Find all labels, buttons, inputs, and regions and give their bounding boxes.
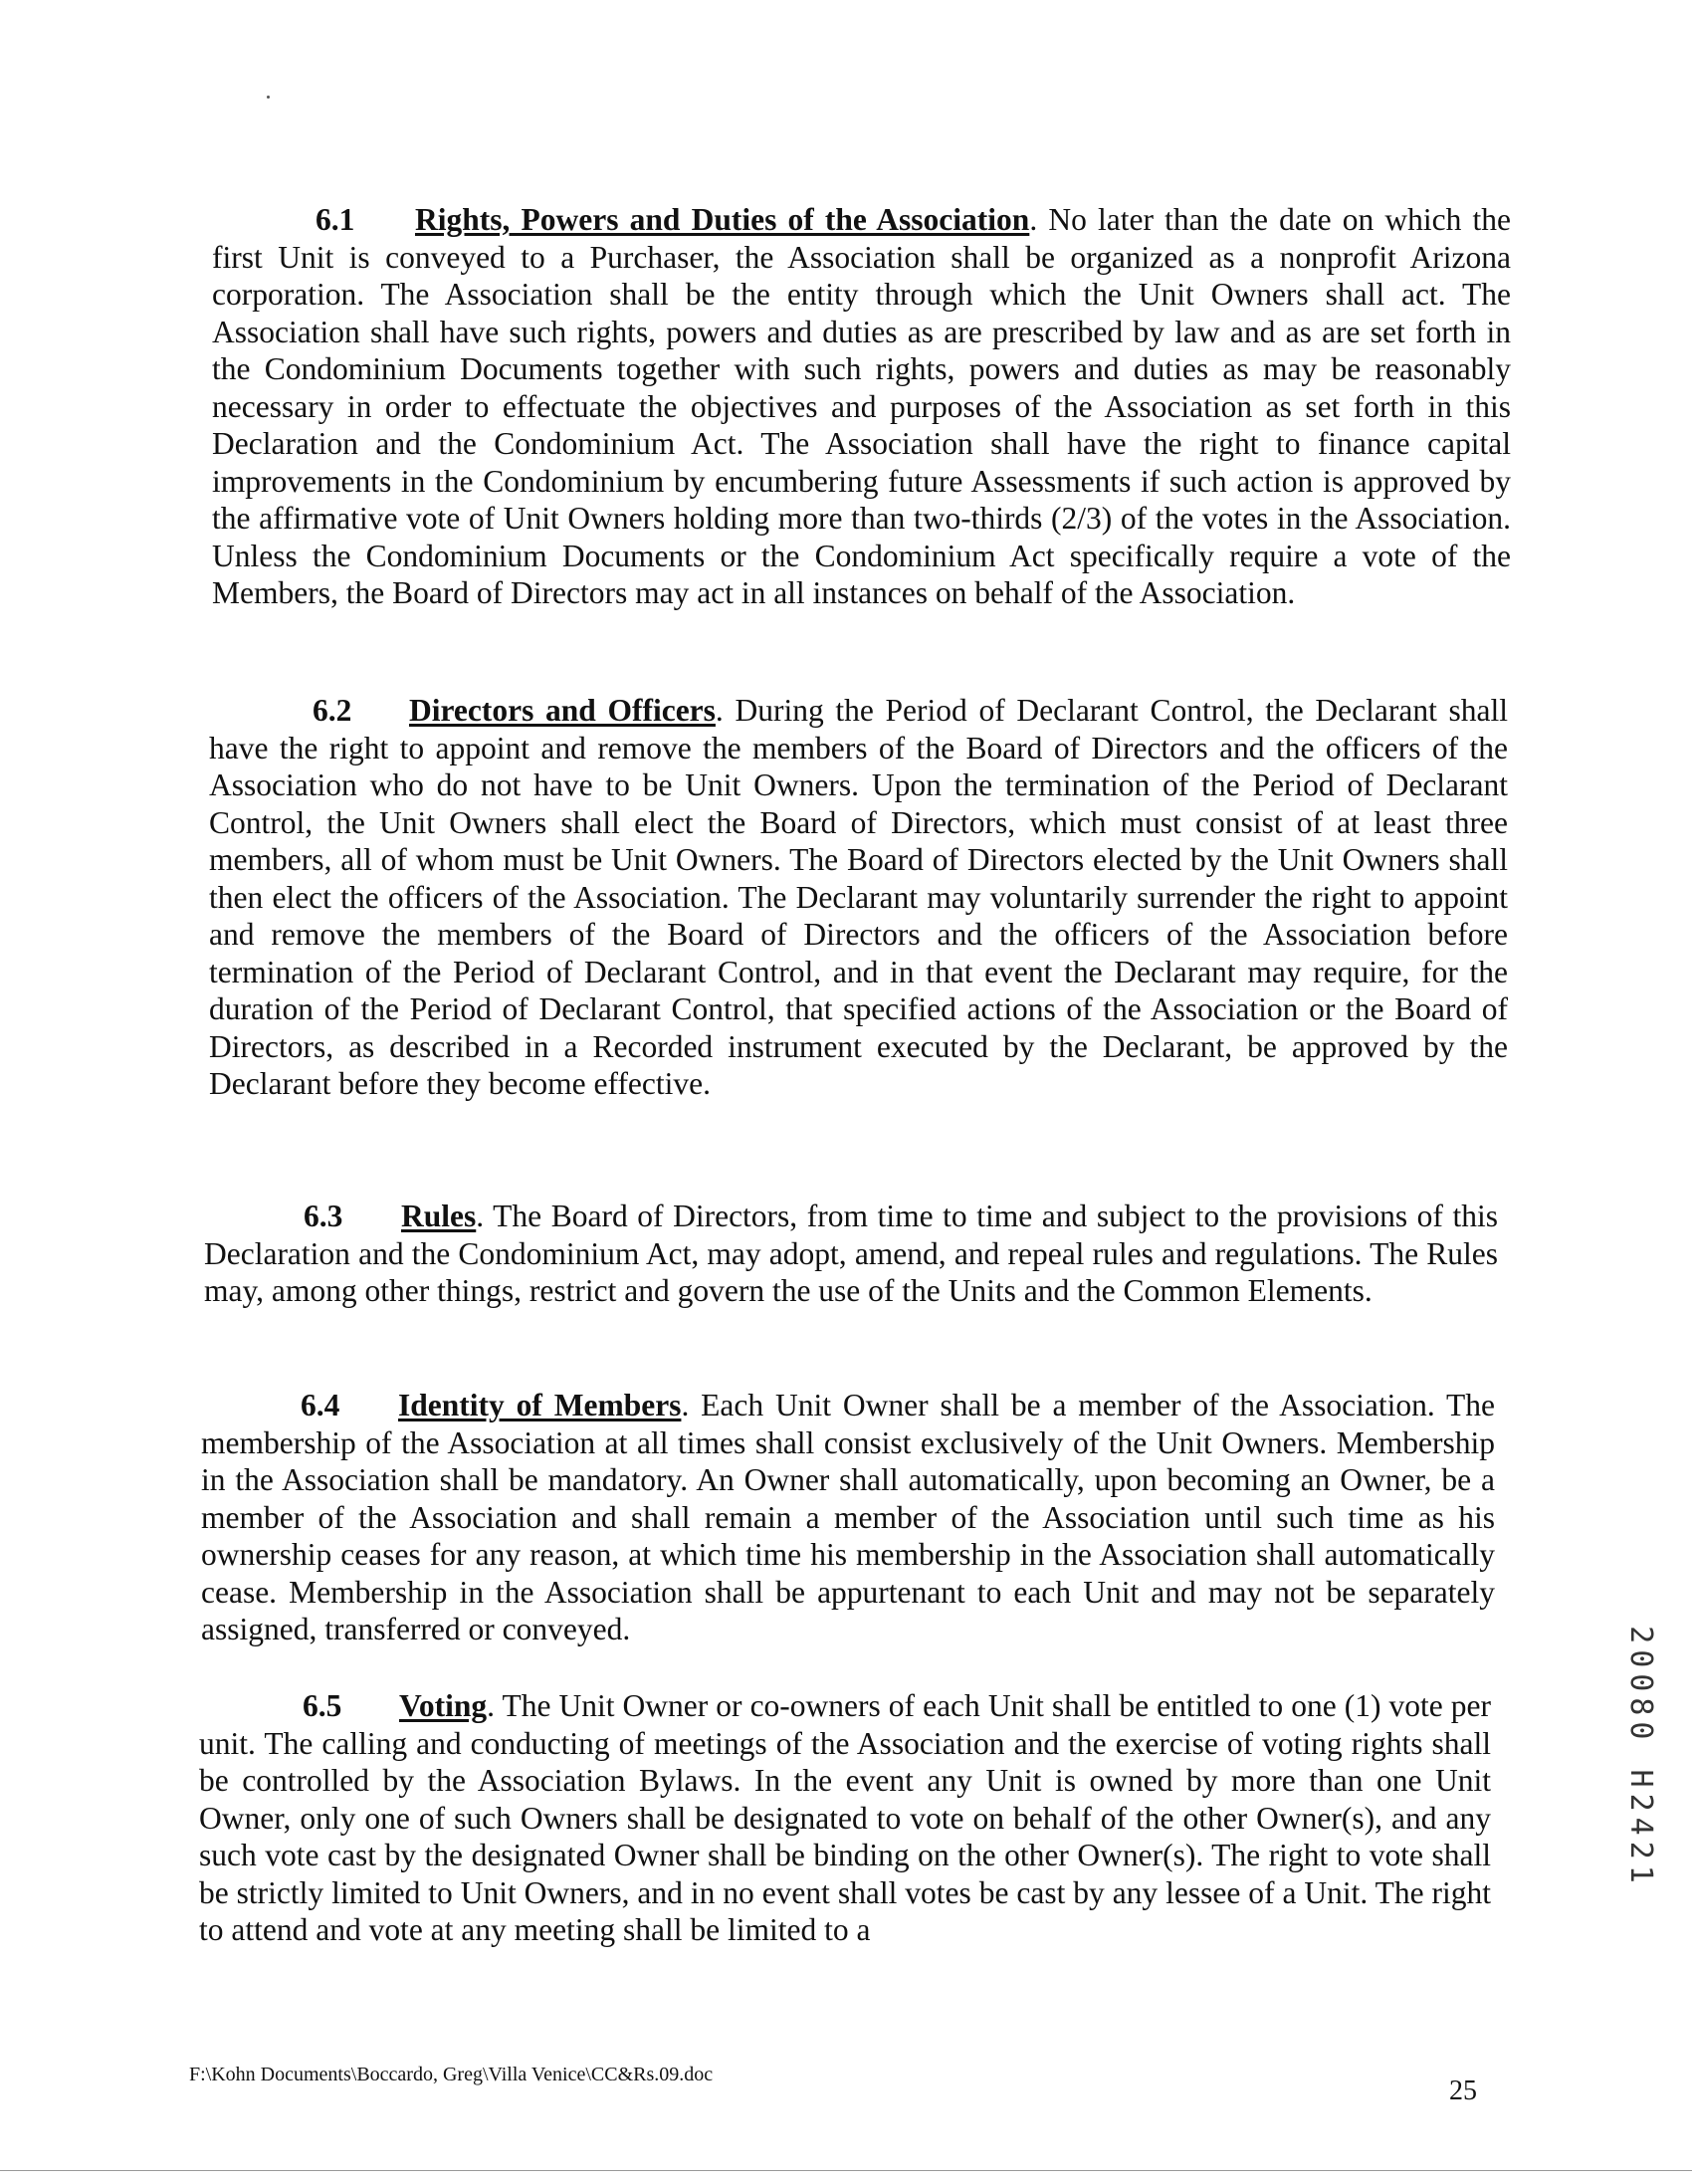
section-body: . During the Period of Declarant Control, the Declarant shall have the right to appoint and remove the members of the Board of Directors and the officers of the Association who do not have to be Unit Owners. Upon the termination of the Period of Declarant Control, the Unit Owners shall elect the Board of Directors, which must consist of at least three members, all of whom must be Unit Owners. The Board of Directors elected by the Unit Owners shall then elect the officers of the Association. The Declarant may voluntarily surrender the right to appoint and remove the members of the Board of Directors and the officers of the Association before termination of the Period of Declarant Control, and in that event the Declarant may require, for the duration of the Period of Declarant Control, that specified actions of the Association or the Board of Directors, as described in a Recorded instrument executed by the Declarant, be approved by the Declarant before they become effective.: [209, 693, 1508, 1101]
section-number: 6.5: [303, 1688, 342, 1723]
section-6-2: [209, 692, 1508, 1103]
section-heading: Voting: [399, 1688, 488, 1723]
section-heading: Directors and Officers: [409, 693, 716, 728]
section-6-3: [204, 1198, 1498, 1310]
scan-speck: [267, 96, 270, 99]
recording-stamp: [1610, 1613, 1670, 1901]
scan-edge-line: [0, 2170, 1692, 2171]
section-heading: Rules: [401, 1199, 477, 1233]
section-heading: Identity of Members: [398, 1388, 682, 1422]
section-heading: Rights, Powers and Duties of the Association: [415, 202, 1030, 237]
section-body: . Each Unit Owner shall be a member of the Association. The membership of the Association at all times shall consist exclusively of the Unit Owners. Membership in the Association shall be mandatory. An Owner shall automatically, upon becoming an Owner, be a member of the Association and shall remain a member of the Association until such time as his ownership ceases for any reason, at which time his membership in the Association shall automatically cease. Membership in the Association shall be appurtenant to each Unit and may not be separately assigned, transferred or conveyed.: [201, 1388, 1495, 1646]
section-body: . The Unit Owner or co-owners of each Unit shall be entitled to one (1) vote per unit. The calling and conducting of meetings of the Association and the exercise of voting rights shall be controlled by the Association Bylaws. In the event any Unit is owned by more than one Unit Owner, only one of such Owners shall be designated to vote on behalf of the other Owner(s), and any such vote cast by the designated Owner shall be binding on the other Owner(s). The right to vote shall be strictly limited to Unit Owners, and in no event shall votes be cast by any lessee of a Unit. The right to attend and vote at any meeting shall be limited to a: [199, 1688, 1491, 1947]
page-number: 25: [1449, 2075, 1477, 2106]
section-number: 6.4: [301, 1388, 340, 1422]
recording-stamp-text: 20080 H2421: [1622, 1625, 1658, 1889]
section-number: 6.1: [316, 202, 355, 237]
section-6-5: [199, 1687, 1491, 1949]
section-6-1: [212, 201, 1511, 612]
footer-file-path: F:\Kohn Documents\Boccardo, Greg\Villa Venice\CC&Rs.09.doc: [189, 2064, 714, 2085]
section-number: 6.2: [313, 693, 352, 728]
section-body: . The Board of Directors, from time to time and subject to the provisions of this Declaration and the Condominium Act, may adopt, amend, and repeal rules and regulations. The Rules may, among other things, restrict and govern the use of the Units and the Common Elements.: [204, 1199, 1498, 1308]
section-6-4: [201, 1387, 1495, 1648]
section-number: 6.3: [304, 1199, 343, 1233]
section-body: . No later than the date on which the first Unit is conveyed to a Purchaser, the Association shall be organized as a nonprofit Arizona corporation. The Association shall be the entity through which the Unit Owners shall act. The Association shall have such rights, powers and duties as are prescribed by law and as are set forth in the Condominium Documents together with such rights, powers and duties as may be reasonably necessary in order to effectuate the objectives and purposes of the Association as set forth in this Declaration and the Condominium Act. The Association shall have the right to finance capital improvements in the Condominium by encumbering future Assessments if such action is approved by the affirmative vote of Unit Owners holding more than two-thirds (2/3) of the votes in the Association. Unless the Condominium Documents or the Condominium Act specifically require a vote of the Members, the Board of Directors may act in all instances on behalf of the Association.: [212, 202, 1511, 610]
